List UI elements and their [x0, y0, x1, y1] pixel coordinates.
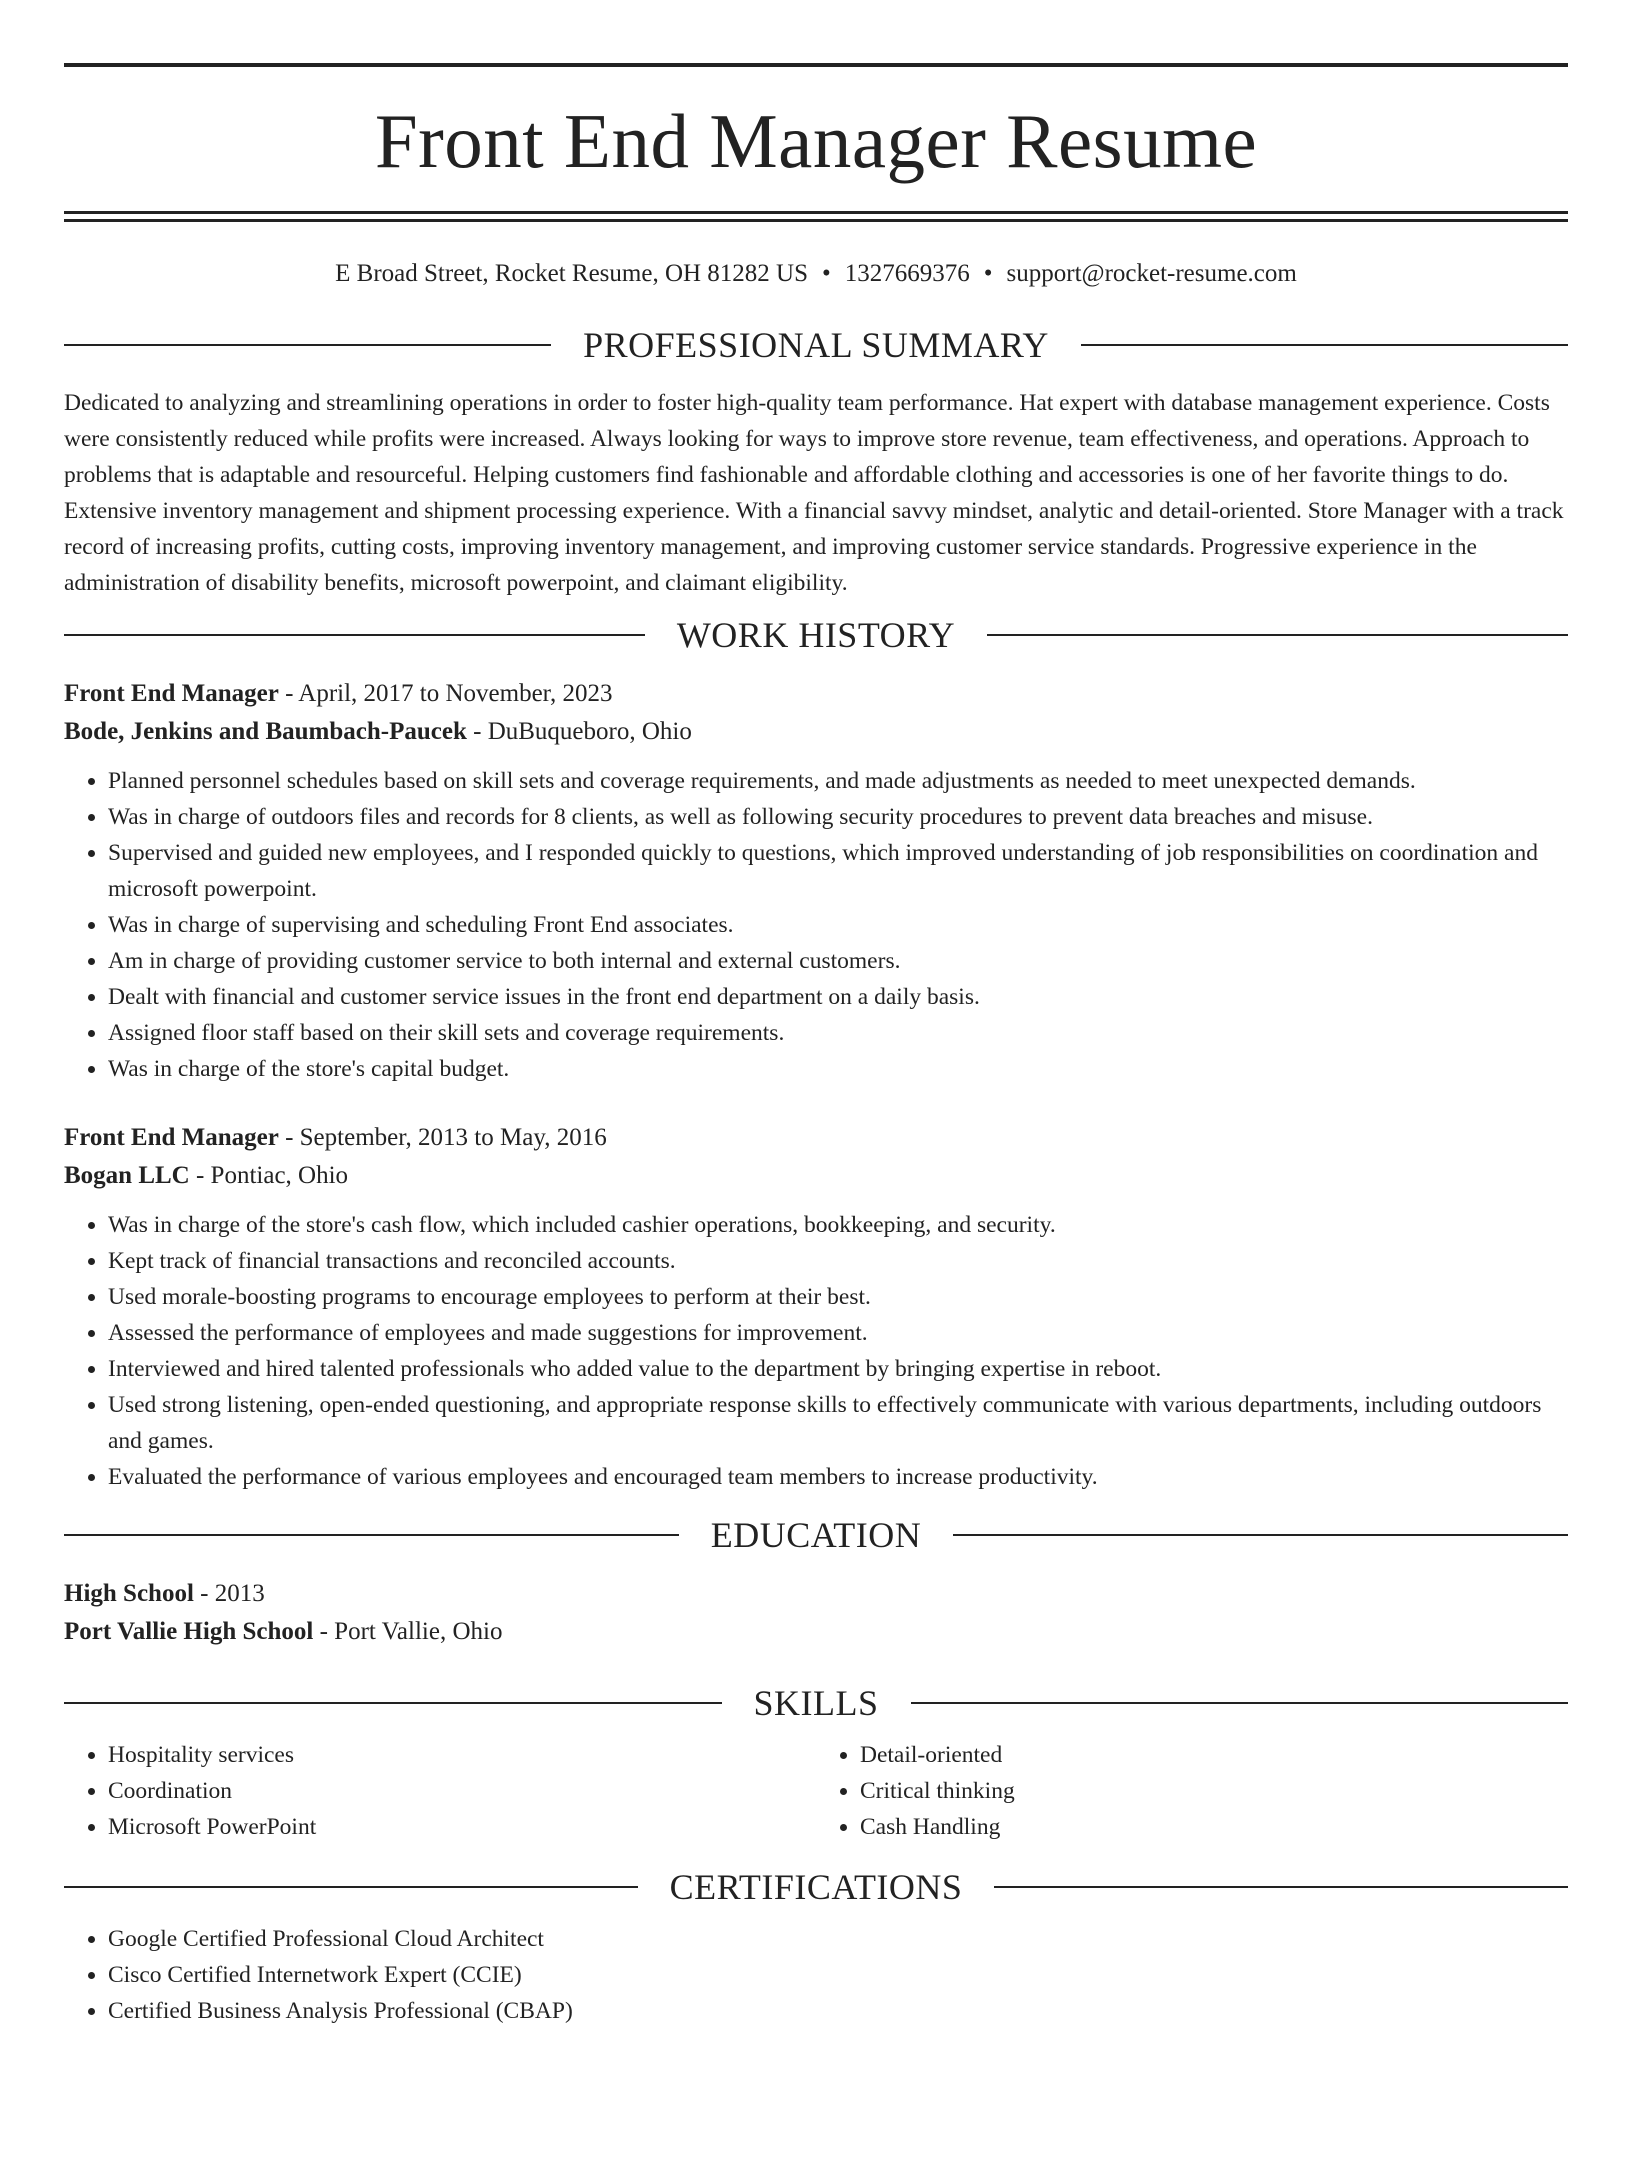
- summary-text: Dedicated to analyzing and streamlining operations in order to foster high-quality team performance. Hat expert with database management experience. Costs were consistently reduced while profits were increased. Always looking for ways to improve store revenue, team effectiveness, and operations. Approach to problems that is adaptable and resourceful. Helping customers find fashionable and affordable clothing and accessories is one of her favorite things to do. Extensive inventory management and shipment processing experience. With a financial savvy mindset, analytic and detail-oriented. Store Manager with a track record of increasing profits, cutting costs, improving inventory management, and improving customer service standards. Progressive experience in the administration of disability benefits, microsoft powerpoint, and claimant eligibility.: [64, 390, 1564, 596]
- certification-item: • Certified Business Analysis Professional (CBAP): [108, 1993, 1568, 2029]
- education-school-line: [64, 1613, 1568, 1651]
- summary-section-header: [64, 327, 1568, 363]
- job-bullet: • Supervised and guided new employees, and I responded quickly to questions, which improved understanding of job responsibilities on coordination and microsoft powerpoint.: [108, 835, 1568, 907]
- education-section-header: [64, 1517, 1568, 1553]
- contact-separator: •: [983, 260, 993, 287]
- skills-section-header: [64, 1685, 1568, 1721]
- job-entry: [64, 675, 1568, 1087]
- certifications-section-header: [64, 1869, 1568, 1905]
- skill-item: • Critical thinking: [860, 1773, 1568, 1809]
- education-heading: EDUCATION: [710, 1515, 922, 1555]
- contact-email: support@rocket-resume.com: [1006, 260, 1297, 287]
- education-entry: [64, 1575, 1568, 1651]
- job-bullet: • Was in charge of outdoors files and records for 8 clients, as well as following security procedures to prevent data breaches and misuse.: [108, 799, 1568, 835]
- section-rule: [994, 1886, 1568, 1888]
- skills-list-left: [64, 1737, 816, 1845]
- job-dates: - September, 2013 to May, 2016: [278, 1124, 607, 1151]
- job-bullet: • Assessed the performance of employees and made suggestions for improvement.: [108, 1315, 1568, 1351]
- job-location: - Pontiac, Ohio: [189, 1162, 349, 1189]
- section-rule: [987, 634, 1568, 636]
- job-bullet: • Interviewed and hired talented professionals who added value to the department by bringing expertise in reboot.: [108, 1351, 1568, 1387]
- education-school: Port Vallie High School: [64, 1618, 314, 1645]
- job-company-line: [64, 713, 1568, 751]
- job-bullet: • Used strong listening, open-ended questioning, and appropriate response skills to effectively communicate with various departments, including outdoors and games.: [108, 1387, 1568, 1459]
- job-title: Front End Manager: [64, 680, 279, 707]
- skill-item: • Hospitality services: [108, 1737, 816, 1773]
- top-rule: [64, 63, 1568, 67]
- job-bullet: • Evaluated the performance of various employees and encouraged team members to increase productivity.: [108, 1459, 1568, 1495]
- section-rule: [64, 634, 645, 636]
- contact-line: [64, 259, 1568, 289]
- job-bullets: [64, 1207, 1568, 1495]
- education-year: - 2013: [193, 1580, 265, 1607]
- section-rule: [953, 1534, 1568, 1536]
- job-location: - DuBuqueboro, Ohio: [466, 718, 692, 745]
- section-rule: [64, 1702, 722, 1704]
- contact-phone: 1327669376: [844, 260, 970, 287]
- skills-grid: [64, 1737, 1568, 1845]
- job-bullet: • Dealt with financial and customer service issues in the front end department on a daily basis.: [108, 979, 1568, 1015]
- job-bullet: • Am in charge of providing customer service to both internal and external customers.: [108, 943, 1568, 979]
- education-degree: High School: [64, 1580, 194, 1607]
- section-rule: [64, 1886, 638, 1888]
- job-company: Bode, Jenkins and Baumbach-Paucek: [64, 718, 467, 745]
- education-degree-line: [64, 1575, 1568, 1613]
- resume-page: [0, 63, 1632, 2175]
- certifications-list: [64, 1921, 1568, 2029]
- job-title-line: [64, 1119, 1568, 1157]
- job-bullets: [64, 763, 1568, 1087]
- work-section-header: [64, 617, 1568, 653]
- summary-heading: PROFESSIONAL SUMMARY: [583, 325, 1049, 365]
- job-bullet: • Was in charge of the store's cash flow, which included cashier operations, bookkeeping, and security.: [108, 1207, 1568, 1243]
- skills-heading: SKILLS: [753, 1683, 879, 1723]
- skills-list-right: [816, 1737, 1568, 1845]
- section-rule: [911, 1702, 1569, 1704]
- skill-item: • Detail-oriented: [860, 1737, 1568, 1773]
- certifications-heading: CERTIFICATIONS: [669, 1867, 963, 1907]
- skill-item: • Microsoft PowerPoint: [108, 1809, 816, 1845]
- work-heading: WORK HISTORY: [676, 615, 956, 655]
- job-bullet: • Kept track of financial transactions and reconciled accounts.: [108, 1243, 1568, 1279]
- job-bullet: • Was in charge of supervising and scheduling Front End associates.: [108, 907, 1568, 943]
- title-double-rule: [64, 211, 1568, 222]
- resume-title: Front End Manager Resume: [374, 98, 1258, 184]
- job-dates: - April, 2017 to November, 2023: [278, 680, 613, 707]
- job-bullet: • Was in charge of the store's capital budget.: [108, 1051, 1568, 1087]
- skill-item: • Cash Handling: [860, 1809, 1568, 1845]
- job-bullet: • Planned personnel schedules based on skill sets and coverage requirements, and made adjustments as needed to meet unexpected demands.: [108, 763, 1568, 799]
- contact-address: E Broad Street, Rocket Resume, OH 81282 US: [335, 260, 809, 287]
- section-rule: [64, 344, 551, 346]
- skill-item: • Coordination: [108, 1773, 816, 1809]
- job-bullet: • Assigned floor staff based on their skill sets and coverage requirements.: [108, 1015, 1568, 1051]
- contact-separator: •: [822, 260, 831, 287]
- certification-item: • Google Certified Professional Cloud Architect: [108, 1921, 1568, 1957]
- section-rule: [1081, 344, 1568, 346]
- job-title: Front End Manager: [64, 1124, 279, 1151]
- job-title-line: [64, 675, 1568, 713]
- education-location: - Port Vallie, Ohio: [313, 1618, 503, 1645]
- job-entry: [64, 1119, 1568, 1495]
- job-company-line: [64, 1157, 1568, 1195]
- certification-item: • Cisco Certified Internetwork Expert (CCIE): [108, 1957, 1568, 1993]
- job-bullet: • Used morale-boosting programs to encourage employees to perform at their best.: [108, 1279, 1568, 1315]
- section-rule: [64, 1534, 679, 1536]
- job-company: Bogan LLC: [64, 1162, 190, 1189]
